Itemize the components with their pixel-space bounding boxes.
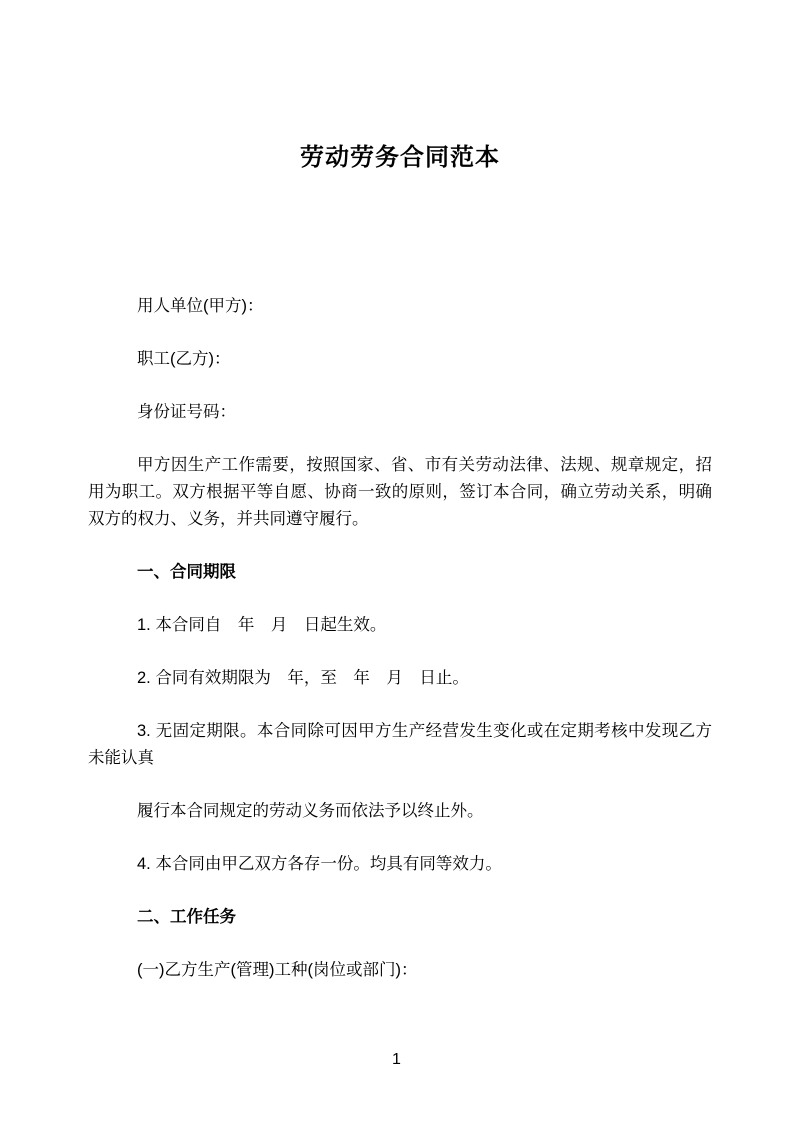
section-1-clause-3-continuation: 履行本合同规定的劳动义务而依法予以终止外。	[137, 802, 484, 820]
id-number-label: 身份证号码：	[137, 403, 236, 421]
party-a-label: 用人单位(甲方)：	[137, 297, 264, 315]
section-2-clause-1: (一)乙方生产(管理)工种(岗位或部门)：	[137, 961, 418, 979]
section-1-clause-4: 4. 本合同由甲乙双方各存一份。均具有同等效力。	[137, 855, 502, 873]
section-1-clause-3: 3. 无固定期限。本合同除可因甲方生产经营发生变化或在定期考核中发现乙方未能认真	[88, 722, 712, 767]
document-title: 劳动劳务合同范本	[300, 144, 500, 171]
intro-paragraph: 甲方因生产工作需要，按照国家、省、市有关劳动法律、法规、规章规定，招用为职工。双方根据平等自愿、协商一致的原则，签订本合同，确立劳动关系，明确双方的权力、义务，并共同遵守履行。	[88, 456, 712, 528]
party-b-label: 职工(乙方)：	[137, 350, 231, 368]
page-number: 1	[392, 1051, 401, 1068]
section-1-clause-1: 1. 本合同自 年 月 日起生效。	[137, 616, 387, 634]
section-2-heading: 二、工作任务	[137, 908, 236, 926]
section-1-heading: 一、合同期限	[137, 563, 236, 581]
section-1-clause-2: 2. 合同有效期限为 年，至 年 月 日止。	[137, 669, 469, 687]
document-body	[88, 143, 712, 1010]
